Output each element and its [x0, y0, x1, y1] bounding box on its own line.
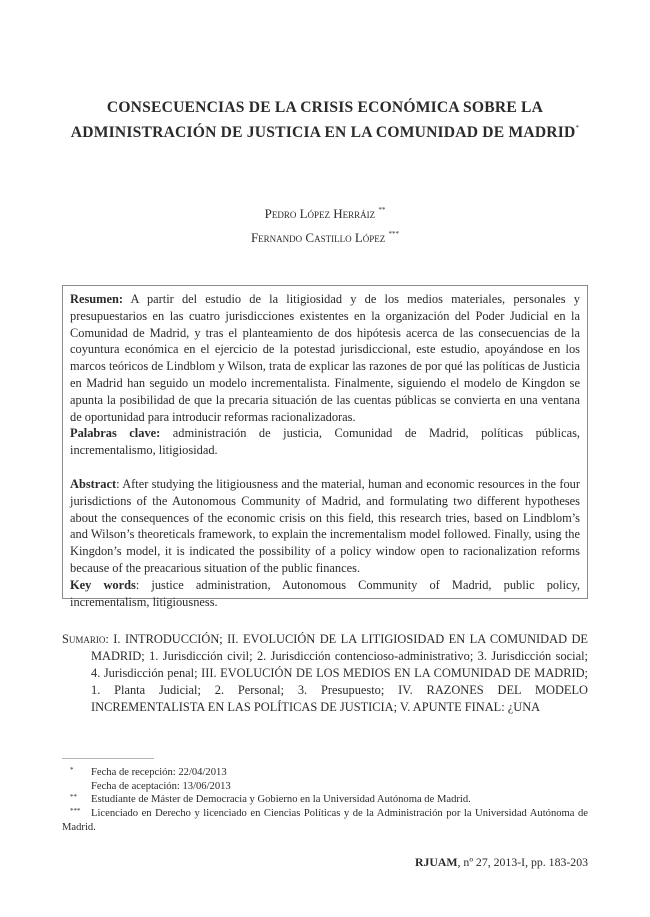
author-1-name: Pedro López Herráiz	[264, 206, 376, 221]
page-footer	[415, 855, 588, 869]
title-line-1: CONSECUENCIAS DE LA CRISIS ECONÓMICA SOBRE LA	[106, 99, 544, 116]
abstract-paragraph	[70, 476, 580, 577]
footnote-3-line-1: Licenciado en Derecho y licenciado en Ciencias Políticas y de la Administración por la Universidad Autónoma de Madrid.	[62, 808, 588, 833]
author-2	[60, 224, 590, 248]
key-words-paragraph	[70, 577, 580, 611]
sumario-text: : I. INTRODUCCIÓN; II. EVOLUCIÓN DE LA LITIGIOSIDAD EN LA COMUNIDAD DE MADRID; 1. Jurisdicción civil; 2. Jurisdicción contencioso-administrativo; 3. Jurisdicción social; 4. Jurisdicción penal; III. EVOLUCIÓN DE LOS MEDIOS EN LA COMUNIDAD DE MADRID; 1. Planta Judicial; 2. Personal; 3. Presupuesto; IV. RAZONES DEL MODELO INCREMENTALISTA EN LAS POLÍTICAS DE JUSTICIA; V. APUNTE FINAL: ¿UNA	[91, 632, 588, 714]
footnote-3-marker: ***	[70, 807, 81, 816]
abstract-box	[62, 285, 588, 609]
resumen-text: A partir del estudio de la litigiosidad y de los medios materiales, personales y presupuestarios en las cuatro jurisdicciones existentes en la organización del Poder Judicial en la Comunidad de Madrid, y tras el planteamiento de dos hipótesis acerca de las consecuencias de la coyuntura económica en el ejercicio de la potestad jurisdiccional, este estudio, apoyándose en los marcos teóricos de Lindblom y Wilson, trata de explicar las razones de por qué las políticas de Justicia en Madrid han seguido un modelo incrementalista. Finalmente, siguiendo el modelo de Kingdon se apunta la posibilidad de que la precaria situación de las cuentas públicas se convierta en una ventana de oportunidad para introducir reformas racionalizadoras.	[70, 292, 580, 424]
footnote-2-marker: **	[70, 793, 77, 802]
key-words-text: : justice administration, Autonomous Community of Madrid, public policy, incrementalism, litigiousness.	[70, 577, 580, 609]
journal-citation: , nº 27, 2013-I, pp. 183-203	[457, 855, 588, 869]
resumen-label: Resumen:	[70, 292, 123, 306]
article-title	[40, 98, 610, 143]
author-2-marker: ***	[388, 230, 400, 238]
title-line-2-text: ADMINISTRACIÓN DE JUSTICIA EN LA COMUNIDAD DE MADRID	[70, 124, 576, 141]
author-2-name: Fernando Castillo López	[250, 230, 386, 245]
resumen-paragraph	[70, 291, 580, 425]
footnote-2-line-1: Estudiante de Máster de Democracia y Gobierno en la Universidad Autónoma de Madrid.	[91, 794, 471, 806]
title-footnote-marker: *	[575, 124, 580, 132]
footnote-2	[62, 793, 588, 807]
author-list	[60, 200, 590, 248]
author-1	[60, 200, 590, 224]
sumario-label: Sumario	[62, 632, 106, 646]
title-line-2	[40, 118, 610, 143]
abstract-text: : After studying the litigiousness and the material, human and economic resources in the four jurisdictions of the Autonomous Community of Madrid, and formulating two different hypotheses about the consequences of the economic crisis on this field, this research tries, based on Lindblom’s and Wilson’s theoreticals framework, to explain the incrementalism model followed. Finally, using the Kingdon’s model, it is indicated the possibility of a policy window open to racionalization reforms because of the preacarious situation of the public finances.	[70, 476, 580, 575]
abstract-spacer	[70, 459, 580, 476]
footnote-1-line-2: Fecha de aceptación: 13/06/2013	[91, 780, 231, 792]
palabras-clave-paragraph	[70, 425, 580, 459]
footnote-1	[62, 766, 588, 793]
footnote-1-line-1: Fecha de recepción: 22/04/2013	[91, 767, 227, 778]
key-words-label: Key words	[70, 577, 136, 592]
footnotes	[62, 766, 588, 835]
palabras-clave-text: administración de justicia, Comunidad de Madrid, políticas públicas, incrementalismo, litigiosidad.	[70, 426, 580, 458]
journal-name: RJUAM	[414, 855, 458, 869]
palabras-clave-label: Palabras clave:	[70, 426, 161, 441]
author-1-marker: **	[378, 206, 386, 214]
table-of-contents	[62, 631, 588, 716]
footnote-3	[62, 807, 588, 834]
abstract-label: Abstract	[70, 476, 117, 491]
footnote-rule	[62, 758, 154, 759]
footnote-1-marker: *	[70, 766, 74, 774]
